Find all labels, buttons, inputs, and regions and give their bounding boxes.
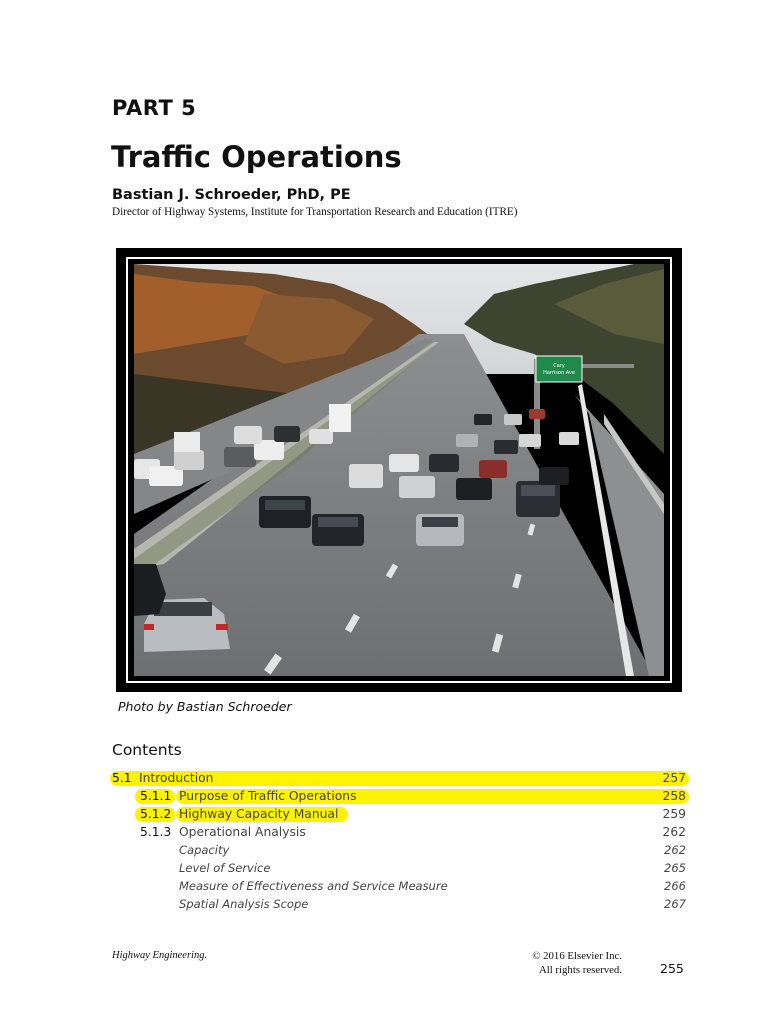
author-affiliation: Director of Highway Systems, Institute for Transportation Research and Education (ITRE): [112, 206, 518, 218]
copyright-line: © 2016 Elsevier Inc.: [532, 950, 622, 962]
photo-frame: [116, 248, 682, 692]
highway-sign: [536, 356, 582, 382]
toc-entry-title: Introduction: [139, 771, 214, 785]
rights-line: All rights reserved.: [538, 964, 622, 976]
toc-entry-title: Measure of Effectiveness and Service Measure: [179, 879, 448, 893]
toc-entry-number: 5.1.3: [140, 825, 172, 839]
toc-entry-page: 262: [662, 825, 686, 839]
photo-credit: Photo by Bastian Schroeder: [118, 699, 292, 714]
toc-entry-title: Purpose of Traffic Operations: [179, 789, 357, 803]
toc-entry-page: 262: [664, 843, 686, 857]
toc-entry-title: Capacity: [179, 843, 230, 857]
toc-entry[interactable]: [140, 787, 686, 805]
highway-sign-line1: Cary: [553, 363, 565, 369]
highway-photo: [134, 264, 664, 676]
contents-heading: Contents: [112, 741, 182, 759]
toc-entry-page: 257: [662, 771, 686, 785]
toc-entry-page: 265: [664, 861, 686, 875]
toc-entry-page: 258: [662, 789, 686, 803]
toc-subentry[interactable]: [179, 895, 686, 913]
toc-entry-page: 266: [664, 879, 686, 893]
toc-subentry[interactable]: [179, 877, 686, 895]
toc-entry-number: 5.1.1: [140, 789, 172, 803]
author-name: Bastian J. Schroeder, PhD, PE: [112, 187, 351, 203]
toc-subentry[interactable]: [179, 859, 686, 877]
toc-entry-number: 5.1.2: [140, 807, 172, 821]
highway-illustration: [134, 264, 664, 676]
toc-subentry[interactable]: [179, 841, 686, 859]
toc-entry-title: Level of Service: [179, 861, 271, 875]
toc-entry[interactable]: [112, 769, 686, 787]
toc-entry-title: Operational Analysis: [179, 825, 306, 839]
footer-book-title: Highway Engineering.: [112, 950, 208, 961]
part-label: PART 5: [112, 96, 197, 120]
highway-sign-line2: Harrison Ave: [543, 370, 575, 376]
toc-entry-title: Spatial Analysis Scope: [179, 897, 309, 911]
toc-entry-title: Highway Capacity Manual: [179, 807, 339, 821]
toc-entry-page: 259: [662, 807, 686, 821]
page-number: 255: [660, 961, 684, 976]
toc-entry-page: 267: [664, 897, 686, 911]
footer-copyright: [532, 949, 622, 977]
toc-entry-number: 5.1: [112, 771, 132, 785]
toc-entry[interactable]: [140, 805, 686, 823]
page-title: Traffic Operations: [111, 140, 402, 174]
toc-entry[interactable]: [140, 823, 686, 841]
